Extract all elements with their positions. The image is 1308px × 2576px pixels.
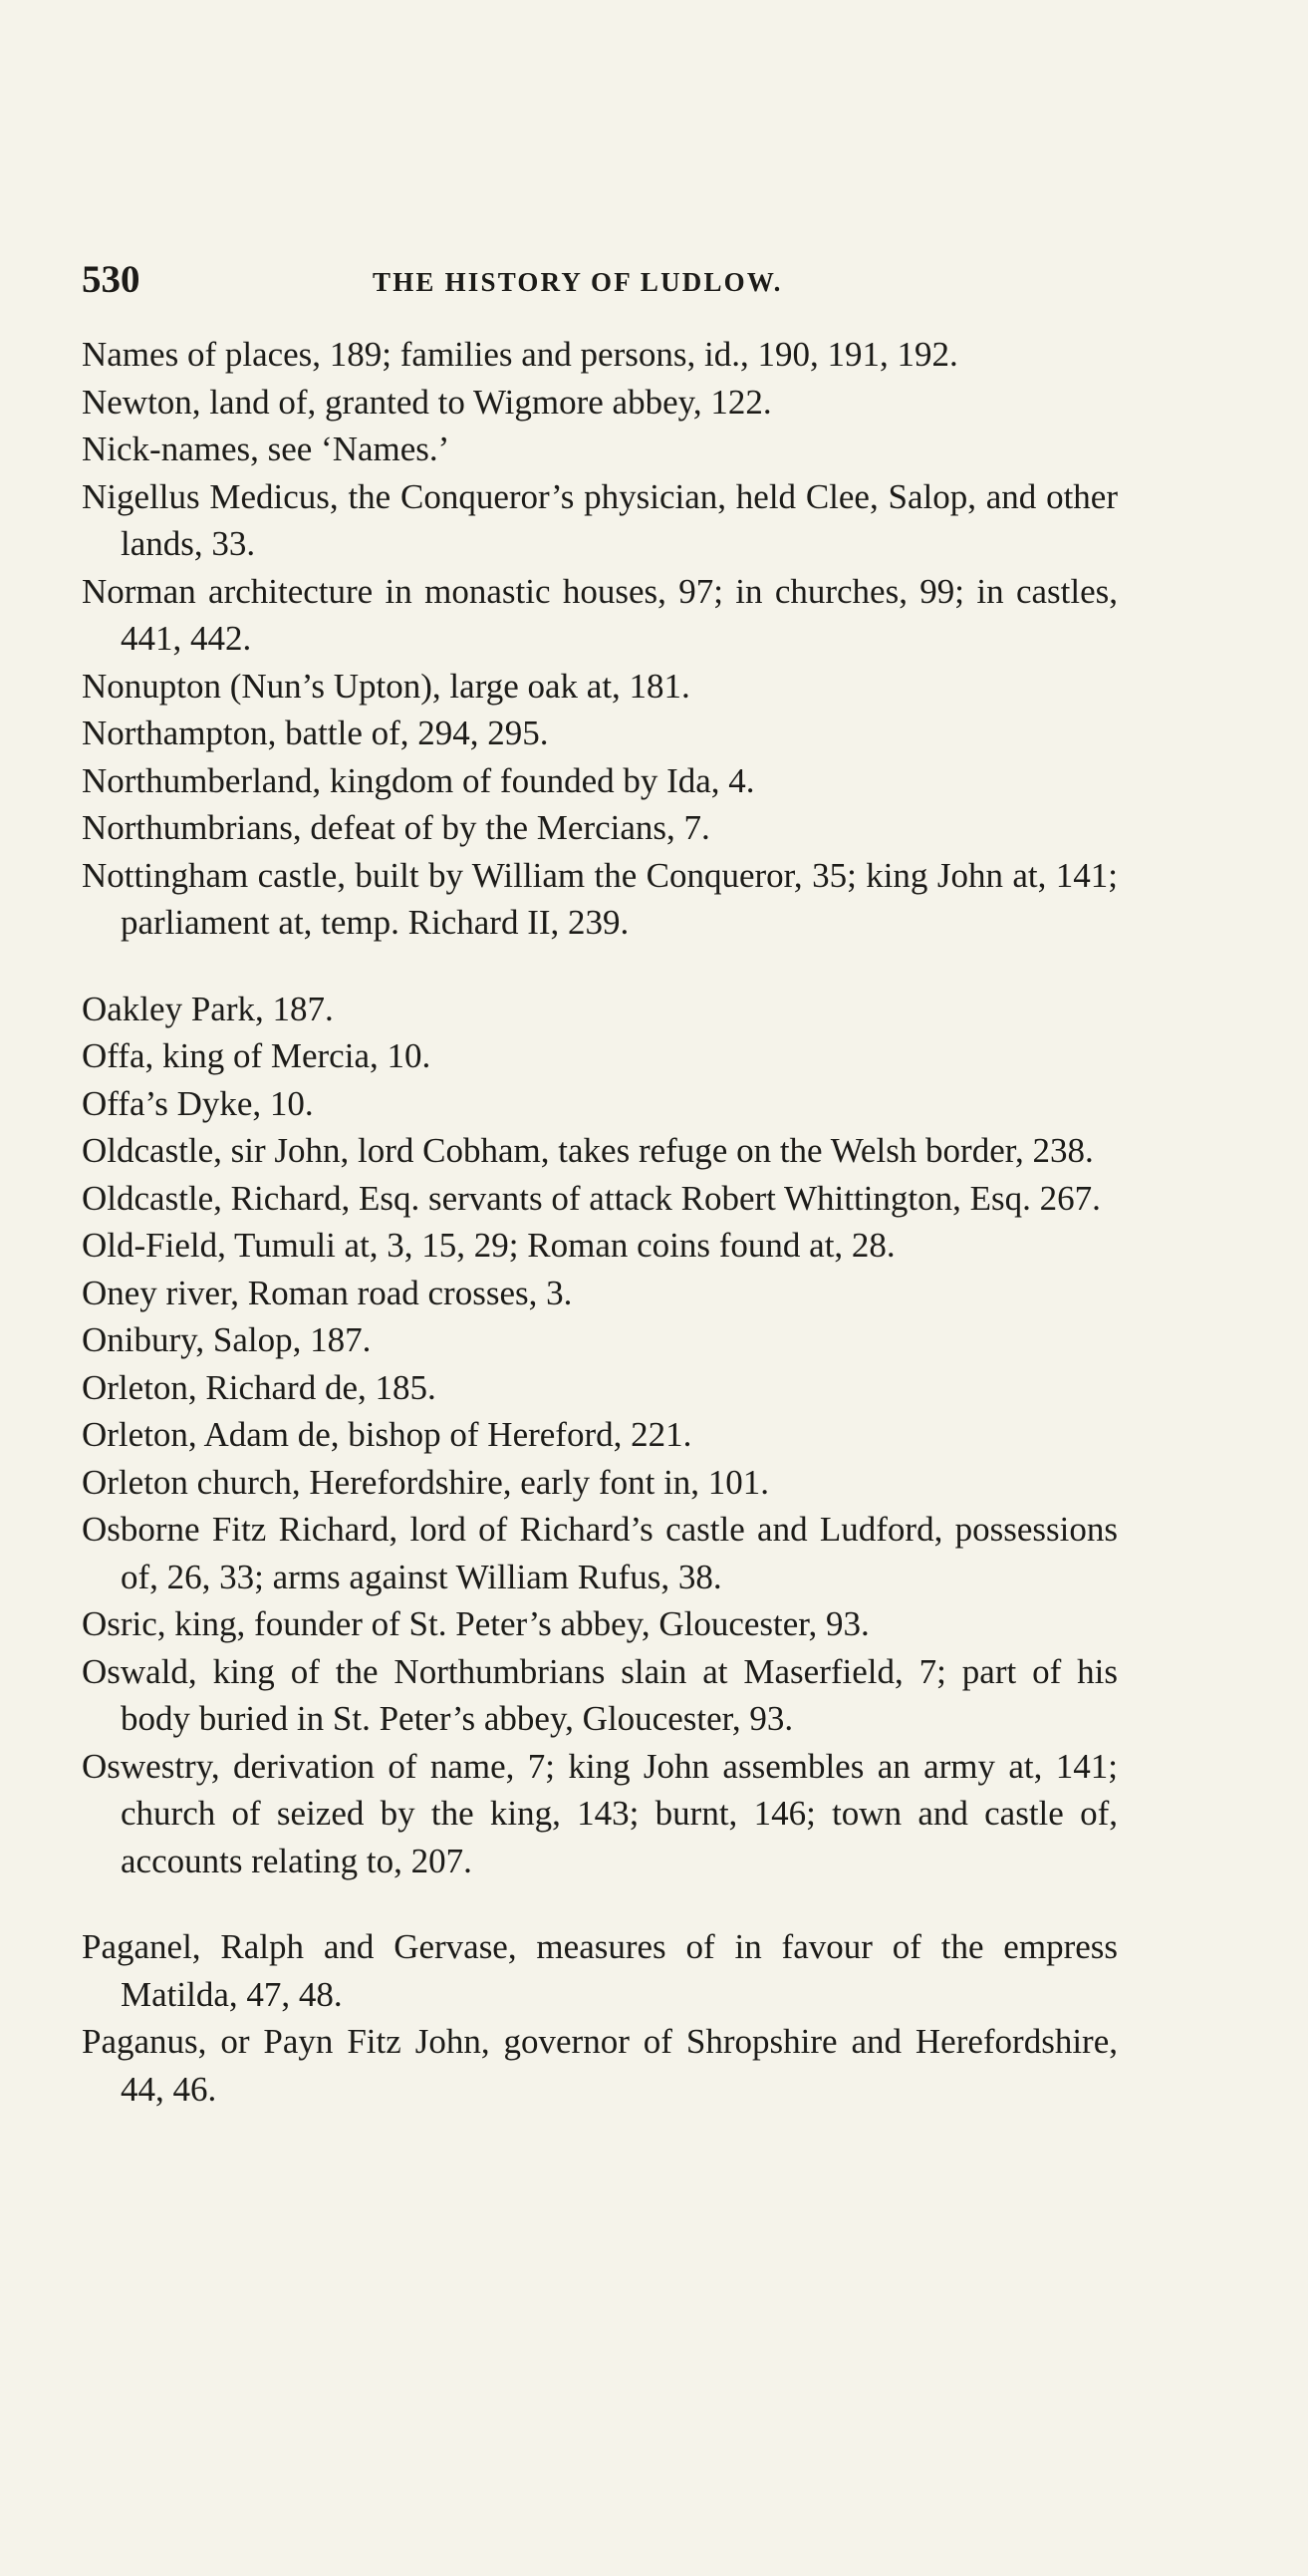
index-entry: Paganel, Ralph and Gervase, measures of in favour of the empress Matilda, 47, 48. xyxy=(82,1927,1118,2014)
index-entry: Northampton, battle of, 294, 295. xyxy=(82,714,549,752)
running-head-title: THE HISTORY OF LUDLOW. xyxy=(373,267,783,297)
index-entry: Oney river, Roman road crosses, 3. xyxy=(82,1273,573,1312)
index-entry: Nonupton (Nun’s Upton), large oak at, 181. xyxy=(82,666,690,706)
index-entry: Orleton, Richard de, 185. xyxy=(82,1367,436,1407)
index-section xyxy=(82,331,1118,947)
index-entry: Oakley Park, 187. xyxy=(82,989,334,1028)
page-number: 530 xyxy=(82,258,140,301)
index-entry: Offa, king of Mercia, 10. xyxy=(82,1036,431,1075)
page-header xyxy=(82,257,1118,303)
index-section xyxy=(82,1923,1118,2113)
index-entry: Onibury, Salop, 187. xyxy=(82,1320,372,1359)
index-entry: Norman architecture in monastic houses, 97; in churches, 99; in castles, 441, 442. xyxy=(82,571,1118,658)
index-entry: Oswald, king of the Northumbrians slain at Maserfield, 7; part of his body buried in St. Peter’s abbey, Gloucester, 93. xyxy=(82,1651,1118,1738)
index-entry: Names of places, 189; families and persons, id., 190, 191, 192. xyxy=(82,335,958,374)
index-entry: Orleton, Adam de, bishop of Hereford, 221. xyxy=(82,1415,692,1454)
index-entry: Osric, king, founder of St. Peter’s abbey, Gloucester, 93. xyxy=(82,1604,870,1643)
index-entry: Northumbrians, defeat of by the Mercians, 7. xyxy=(82,808,710,847)
index-entry: Offa’s Dyke, 10. xyxy=(82,1083,314,1123)
index-entry: Oldcastle, Richard, Esq. servants of attack Robert Whittington, Esq. 267. xyxy=(82,1178,1101,1218)
index-entry: Nick-names, see ‘Names.’ xyxy=(82,429,450,468)
index-entry: Oswestry, derivation of name, 7; king John assembles an army at, 141; church of seized by the king, 143; burnt, 146; town and castle of, accounts relating to, 207. xyxy=(82,1746,1118,1880)
index-entry: Paganus, or Payn Fitz John, governor of Shropshire and Herefordshire, 44, 46. xyxy=(82,2022,1118,2109)
index-entry: Oldcastle, sir John, lord Cobham, takes refuge on the Welsh border, 238. xyxy=(82,1131,1094,1170)
index-entry: Northumberland, kingdom of founded by Ida, 4. xyxy=(82,760,755,800)
index-entry: Nottingham castle, built by William the Conqueror, 35; king John at, 141; parliament at, temp. Richard II, 239. xyxy=(82,855,1118,942)
index-section xyxy=(82,986,1118,1885)
index-entry: Nigellus Medicus, the Conqueror’s physician, held Clee, Salop, and other lands, 33. xyxy=(82,476,1118,563)
index-listing xyxy=(82,331,1118,2151)
index-entry: Old-Field, Tumuli at, 3, 15, 29; Roman coins found at, 28. xyxy=(82,1226,896,1265)
index-entry: Newton, land of, granted to Wigmore abbey, 122. xyxy=(82,382,772,422)
index-entry: Orleton church, Herefordshire, early font in, 101. xyxy=(82,1462,770,1502)
index-entry: Osborne Fitz Richard, lord of Richard’s castle and Ludford, possessions of, 26, 33; arms against William Rufus, 38. xyxy=(82,1510,1118,1596)
